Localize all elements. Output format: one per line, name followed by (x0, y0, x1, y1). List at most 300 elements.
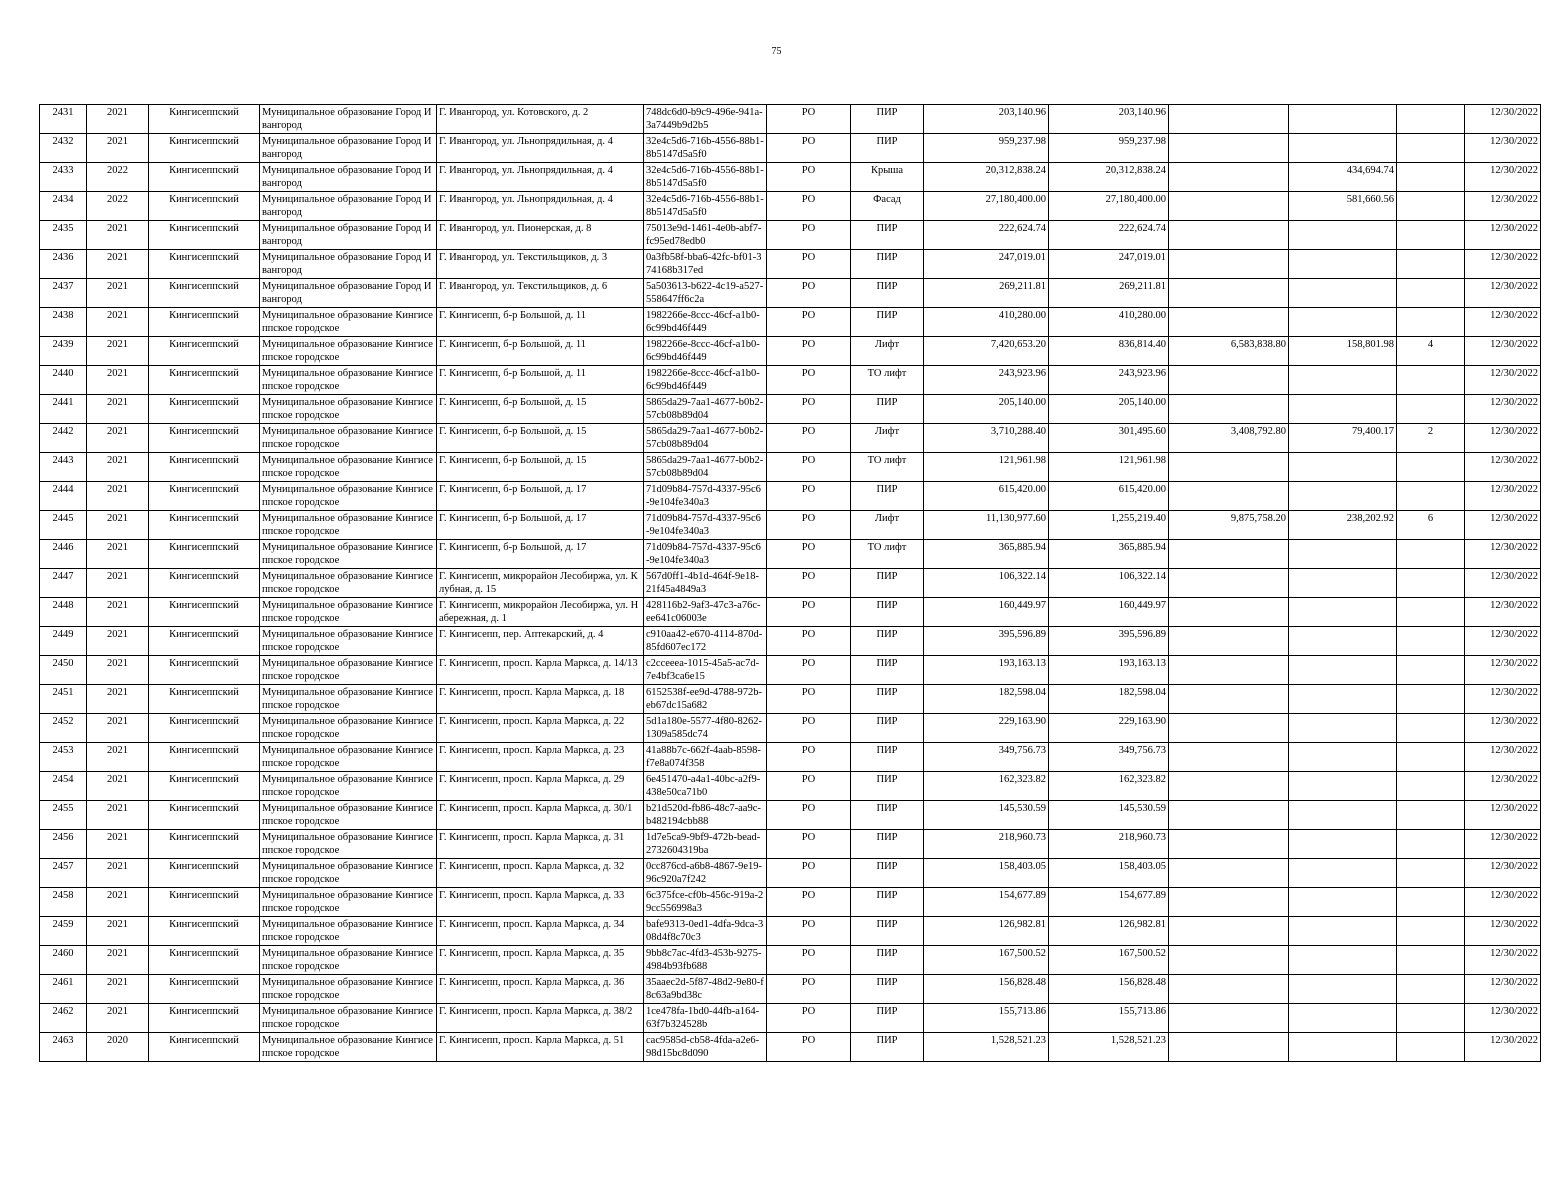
cell-year: 2021 (87, 743, 149, 772)
cell-guid: 1ce478fa-1bd0-44fb-a164-63f7b324528b (644, 1004, 767, 1033)
cell-year: 2021 (87, 685, 149, 714)
cell-year: 2021 (87, 395, 149, 424)
cell-district: Кингисеппский (149, 540, 260, 569)
cell-address: Г. Кингисепп, б-р Большой, д. 17 (437, 540, 644, 569)
cell-address: Г. Кингисепп, просп. Карла Маркса, д. 31 (437, 830, 644, 859)
cell-number: 2432 (40, 134, 87, 163)
table-row (40, 859, 1541, 888)
cell-extra-cost (1289, 221, 1397, 250)
cell-work-type: ТО лифт (851, 453, 924, 482)
cell-fund-cost: 145,530.59 (1049, 801, 1169, 830)
cell-total-cost: 3,710,288.40 (924, 424, 1049, 453)
cell-address: Г. Ивангород, ул. Пионерская, д. 8 (437, 221, 644, 250)
cell-address: Г. Ивангород, ул. Льнопрядильная, д. 4 (437, 192, 644, 221)
table-row (40, 163, 1541, 192)
cell-total-cost: 1,528,521.23 (924, 1033, 1049, 1062)
cell-total-cost: 154,677.89 (924, 888, 1049, 917)
cell-date: 12/30/2022 (1465, 801, 1541, 830)
cell-operator: РО (767, 598, 851, 627)
cell-total-cost: 205,140.00 (924, 395, 1049, 424)
cell-date: 12/30/2022 (1465, 917, 1541, 946)
cell-total-cost: 121,961.98 (924, 453, 1049, 482)
cell-district: Кингисеппский (149, 975, 260, 1004)
cell-operator: РО (767, 888, 851, 917)
cell-number: 2463 (40, 1033, 87, 1062)
cell-district: Кингисеппский (149, 366, 260, 395)
cell-number: 2435 (40, 221, 87, 250)
cell-address: Г. Кингисепп, просп. Карла Маркса, д. 14/13 (437, 656, 644, 685)
cell-guid: 6e451470-a4a1-40bc-a2f9-438e50ca71b0 (644, 772, 767, 801)
cell-other-funds (1169, 743, 1289, 772)
cell-other-funds (1169, 917, 1289, 946)
cell-address: Г. Кингисепп, б-р Большой, д. 15 (437, 424, 644, 453)
table-row (40, 1004, 1541, 1033)
cell-number: 2445 (40, 511, 87, 540)
cell-date: 12/30/2022 (1465, 250, 1541, 279)
cell-year: 2021 (87, 511, 149, 540)
cell-year: 2021 (87, 801, 149, 830)
cell-guid: cac9585d-cb58-4fda-a2e6-98d15bc8d090 (644, 1033, 767, 1062)
cell-district: Кингисеппский (149, 859, 260, 888)
cell-total-cost: 27,180,400.00 (924, 192, 1049, 221)
cell-quantity (1397, 1004, 1465, 1033)
cell-operator: РО (767, 337, 851, 366)
cell-operator: РО (767, 308, 851, 337)
cell-guid: 5a503613-b622-4c19-a527-558647ff6c2a (644, 279, 767, 308)
cell-work-type: ПИР (851, 772, 924, 801)
cell-district: Кингисеппский (149, 453, 260, 482)
cell-other-funds (1169, 656, 1289, 685)
cell-year: 2021 (87, 134, 149, 163)
cell-municipality: Муниципальное образование Кингисеппское городское (260, 424, 437, 453)
cell-other-funds (1169, 598, 1289, 627)
cell-quantity (1397, 569, 1465, 598)
cell-address: Г. Кингисепп, пер. Аптекарский, д. 4 (437, 627, 644, 656)
cell-guid: 0cc876cd-a6b8-4867-9e19-96c920a7f242 (644, 859, 767, 888)
cell-municipality: Муниципальное образование Кингисеппское городское (260, 453, 437, 482)
cell-number: 2433 (40, 163, 87, 192)
cell-address: Г. Кингисепп, б-р Большой, д. 17 (437, 482, 644, 511)
cell-operator: РО (767, 366, 851, 395)
cell-year: 2021 (87, 366, 149, 395)
cell-quantity (1397, 743, 1465, 772)
cell-work-type: ПИР (851, 482, 924, 511)
cell-date: 12/30/2022 (1465, 685, 1541, 714)
cell-extra-cost (1289, 743, 1397, 772)
table-row (40, 830, 1541, 859)
table-row (40, 395, 1541, 424)
cell-year: 2021 (87, 1004, 149, 1033)
cell-address: Г. Ивангород, ул. Текстильщиков, д. 3 (437, 250, 644, 279)
cell-work-type: ПИР (851, 569, 924, 598)
cell-municipality: Муниципальное образование Кингисеппское городское (260, 714, 437, 743)
cell-fund-cost: 836,814.40 (1049, 337, 1169, 366)
cell-total-cost: 615,420.00 (924, 482, 1049, 511)
cell-operator: РО (767, 482, 851, 511)
cell-work-type: ПИР (851, 1033, 924, 1062)
cell-total-cost: 11,130,977.60 (924, 511, 1049, 540)
cell-address: Г. Кингисепп, б-р Большой, д. 15 (437, 395, 644, 424)
cell-total-cost: 155,713.86 (924, 1004, 1049, 1033)
cell-fund-cost: 959,237.98 (1049, 134, 1169, 163)
cell-work-type: ПИР (851, 830, 924, 859)
cell-municipality: Муниципальное образование Кингисеппское городское (260, 830, 437, 859)
cell-date: 12/30/2022 (1465, 453, 1541, 482)
cell-date: 12/30/2022 (1465, 1004, 1541, 1033)
cell-guid: 32e4c5d6-716b-4556-88b1-8b5147d5a5f0 (644, 192, 767, 221)
cell-quantity (1397, 598, 1465, 627)
cell-fund-cost: 121,961.98 (1049, 453, 1169, 482)
cell-work-type: ПИР (851, 656, 924, 685)
cell-quantity: 4 (1397, 337, 1465, 366)
cell-number: 2449 (40, 627, 87, 656)
table-row (40, 134, 1541, 163)
cell-municipality: Муниципальное образование Город Ивангород (260, 105, 437, 134)
cell-year: 2021 (87, 946, 149, 975)
cell-date: 12/30/2022 (1465, 656, 1541, 685)
cell-operator: РО (767, 830, 851, 859)
cell-district: Кингисеппский (149, 163, 260, 192)
cell-work-type: ПИР (851, 105, 924, 134)
cell-guid: 32e4c5d6-716b-4556-88b1-8b5147d5a5f0 (644, 134, 767, 163)
cell-work-type: Крыша (851, 163, 924, 192)
cell-fund-cost: 229,163.90 (1049, 714, 1169, 743)
cell-year: 2021 (87, 859, 149, 888)
cell-guid: c2cceeea-1015-45a5-ac7d-7e4bf3ca6e15 (644, 656, 767, 685)
cell-total-cost: 156,828.48 (924, 975, 1049, 1004)
cell-district: Кингисеппский (149, 192, 260, 221)
cell-municipality: Муниципальное образование Кингисеппское городское (260, 946, 437, 975)
table-row (40, 772, 1541, 801)
cell-operator: РО (767, 395, 851, 424)
cell-fund-cost: 349,756.73 (1049, 743, 1169, 772)
cell-year: 2021 (87, 221, 149, 250)
cell-other-funds (1169, 279, 1289, 308)
cell-date: 12/30/2022 (1465, 859, 1541, 888)
cell-guid: 1d7e5ca9-9bf9-472b-bead-2732604319ba (644, 830, 767, 859)
cell-municipality: Муниципальное образование Кингисеппское городское (260, 366, 437, 395)
cell-municipality: Муниципальное образование Кингисеппское городское (260, 801, 437, 830)
cell-number: 2434 (40, 192, 87, 221)
cell-municipality: Муниципальное образование Кингисеппское городское (260, 337, 437, 366)
cell-district: Кингисеппский (149, 830, 260, 859)
cell-guid: 428116b2-9af3-47c3-a76c-ee641c06003e (644, 598, 767, 627)
table-row (40, 482, 1541, 511)
cell-district: Кингисеппский (149, 714, 260, 743)
cell-extra-cost (1289, 1004, 1397, 1033)
cell-other-funds (1169, 569, 1289, 598)
cell-number: 2457 (40, 859, 87, 888)
cell-extra-cost (1289, 105, 1397, 134)
table-row (40, 598, 1541, 627)
cell-district: Кингисеппский (149, 511, 260, 540)
cell-municipality: Муниципальное образование Кингисеппское городское (260, 627, 437, 656)
cell-number: 2454 (40, 772, 87, 801)
cell-other-funds (1169, 395, 1289, 424)
cell-extra-cost (1289, 917, 1397, 946)
cell-fund-cost: 269,211.81 (1049, 279, 1169, 308)
cell-fund-cost: 106,322.14 (1049, 569, 1169, 598)
cell-district: Кингисеппский (149, 1004, 260, 1033)
cell-quantity (1397, 540, 1465, 569)
cell-address: Г. Кингисепп, просп. Карла Маркса, д. 33 (437, 888, 644, 917)
cell-year: 2021 (87, 656, 149, 685)
cell-municipality: Муниципальное образование Кингисеппское городское (260, 308, 437, 337)
cell-district: Кингисеппский (149, 627, 260, 656)
cell-total-cost: 193,163.13 (924, 656, 1049, 685)
cell-municipality: Муниципальное образование Кингисеппское городское (260, 511, 437, 540)
cell-quantity (1397, 134, 1465, 163)
cell-fund-cost: 160,449.97 (1049, 598, 1169, 627)
cell-quantity (1397, 163, 1465, 192)
cell-district: Кингисеппский (149, 946, 260, 975)
cell-other-funds (1169, 540, 1289, 569)
cell-extra-cost (1289, 279, 1397, 308)
cell-fund-cost: 154,677.89 (1049, 888, 1169, 917)
cell-date: 12/30/2022 (1465, 598, 1541, 627)
cell-guid: 5865da29-7aa1-4677-b0b2-57cb08b89d04 (644, 395, 767, 424)
table-row (40, 337, 1541, 366)
cell-address: Г. Кингисепп, б-р Большой, д. 15 (437, 453, 644, 482)
cell-year: 2021 (87, 888, 149, 917)
cell-other-funds (1169, 714, 1289, 743)
cell-fund-cost: 126,982.81 (1049, 917, 1169, 946)
cell-date: 12/30/2022 (1465, 395, 1541, 424)
cell-operator: РО (767, 714, 851, 743)
cell-operator: РО (767, 221, 851, 250)
cell-district: Кингисеппский (149, 743, 260, 772)
cell-quantity (1397, 395, 1465, 424)
cell-extra-cost (1289, 801, 1397, 830)
cell-total-cost: 222,624.74 (924, 221, 1049, 250)
cell-total-cost: 395,596.89 (924, 627, 1049, 656)
cell-address: Г. Кингисепп, просп. Карла Маркса, д. 23 (437, 743, 644, 772)
cell-total-cost: 145,530.59 (924, 801, 1049, 830)
cell-address: Г. Кингисепп, просп. Карла Маркса, д. 22 (437, 714, 644, 743)
cell-date: 12/30/2022 (1465, 366, 1541, 395)
cell-municipality: Муниципальное образование Кингисеппское городское (260, 1033, 437, 1062)
cell-municipality: Муниципальное образование Кингисеппское городское (260, 772, 437, 801)
cell-extra-cost: 581,660.56 (1289, 192, 1397, 221)
table-row (40, 424, 1541, 453)
cell-operator: РО (767, 192, 851, 221)
table-row (40, 1033, 1541, 1062)
cell-date: 12/30/2022 (1465, 221, 1541, 250)
cell-district: Кингисеппский (149, 221, 260, 250)
cell-work-type: ПИР (851, 250, 924, 279)
cell-address: Г. Ивангород, ул. Котовского, д. 2 (437, 105, 644, 134)
cell-date: 12/30/2022 (1465, 743, 1541, 772)
table-row (40, 366, 1541, 395)
cell-quantity (1397, 366, 1465, 395)
cell-work-type: ПИР (851, 917, 924, 946)
cell-other-funds (1169, 801, 1289, 830)
cell-address: Г. Кингисепп, просп. Карла Маркса, д. 36 (437, 975, 644, 1004)
cell-extra-cost: 434,694.74 (1289, 163, 1397, 192)
cell-fund-cost: 182,598.04 (1049, 685, 1169, 714)
cell-work-type: Лифт (851, 337, 924, 366)
cell-guid: 748dc6d0-b9c9-496e-941a-3a7449b9d2b5 (644, 105, 767, 134)
cell-work-type: ПИР (851, 685, 924, 714)
cell-total-cost: 160,449.97 (924, 598, 1049, 627)
cell-year: 2021 (87, 482, 149, 511)
cell-guid: 1982266e-8ccc-46cf-a1b0-6c99bd46f449 (644, 337, 767, 366)
cell-operator: РО (767, 772, 851, 801)
table-row (40, 685, 1541, 714)
cell-extra-cost (1289, 859, 1397, 888)
cell-fund-cost: 205,140.00 (1049, 395, 1169, 424)
cell-total-cost: 218,960.73 (924, 830, 1049, 859)
cell-operator: РО (767, 250, 851, 279)
cell-total-cost: 269,211.81 (924, 279, 1049, 308)
cell-operator: РО (767, 163, 851, 192)
cell-guid: 41a88b7c-662f-4aab-8598-f7e8a074f358 (644, 743, 767, 772)
cell-year: 2021 (87, 714, 149, 743)
cell-operator: РО (767, 743, 851, 772)
cell-quantity (1397, 888, 1465, 917)
cell-municipality: Муниципальное образование Кингисеппское городское (260, 888, 437, 917)
cell-number: 2456 (40, 830, 87, 859)
cell-year: 2021 (87, 772, 149, 801)
cell-total-cost: 959,237.98 (924, 134, 1049, 163)
table-row (40, 917, 1541, 946)
cell-address: Г. Кингисепп, просп. Карла Маркса, д. 18 (437, 685, 644, 714)
cell-municipality: Муниципальное образование Кингисеппское городское (260, 685, 437, 714)
cell-fund-cost: 615,420.00 (1049, 482, 1169, 511)
cell-total-cost: 365,885.94 (924, 540, 1049, 569)
cell-other-funds (1169, 1004, 1289, 1033)
cell-operator: РО (767, 917, 851, 946)
cell-fund-cost: 1,528,521.23 (1049, 1033, 1169, 1062)
cell-work-type: ПИР (851, 308, 924, 337)
cell-number: 2444 (40, 482, 87, 511)
cell-quantity (1397, 714, 1465, 743)
cell-work-type: ПИР (851, 279, 924, 308)
cell-work-type: ПИР (851, 134, 924, 163)
table-row (40, 801, 1541, 830)
cell-year: 2022 (87, 163, 149, 192)
cell-work-type: ПИР (851, 714, 924, 743)
cell-district: Кингисеппский (149, 772, 260, 801)
cell-year: 2021 (87, 279, 149, 308)
table-row (40, 279, 1541, 308)
cell-guid: 71d09b84-757d-4337-95c6-9e104fe340a3 (644, 511, 767, 540)
cell-number: 2443 (40, 453, 87, 482)
cell-date: 12/30/2022 (1465, 511, 1541, 540)
cell-work-type: ПИР (851, 801, 924, 830)
cell-district: Кингисеппский (149, 308, 260, 337)
cell-guid: 1982266e-8ccc-46cf-a1b0-6c99bd46f449 (644, 308, 767, 337)
table-row (40, 192, 1541, 221)
cell-total-cost: 158,403.05 (924, 859, 1049, 888)
cell-district: Кингисеппский (149, 105, 260, 134)
cell-work-type: ПИР (851, 743, 924, 772)
cell-fund-cost: 365,885.94 (1049, 540, 1169, 569)
cell-operator: РО (767, 424, 851, 453)
cell-operator: РО (767, 1004, 851, 1033)
cell-municipality: Муниципальное образование Кингисеппское городское (260, 743, 437, 772)
cell-number: 2437 (40, 279, 87, 308)
cell-fund-cost: 247,019.01 (1049, 250, 1169, 279)
cell-address: Г. Кингисепп, просп. Карла Маркса, д. 32 (437, 859, 644, 888)
cell-other-funds (1169, 772, 1289, 801)
cell-fund-cost: 193,163.13 (1049, 656, 1169, 685)
table-body (40, 105, 1541, 1062)
table-row (40, 250, 1541, 279)
cell-extra-cost: 158,801.98 (1289, 337, 1397, 366)
cell-quantity (1397, 801, 1465, 830)
cell-district: Кингисеппский (149, 1033, 260, 1062)
cell-year: 2021 (87, 917, 149, 946)
cell-total-cost: 162,323.82 (924, 772, 1049, 801)
cell-guid: 75013e9d-1461-4e0b-abf7-fc95ed78edb0 (644, 221, 767, 250)
table-row (40, 308, 1541, 337)
cell-other-funds (1169, 946, 1289, 975)
cell-address: Г. Кингисепп, просп. Карла Маркса, д. 38/2 (437, 1004, 644, 1033)
cell-other-funds: 6,583,838.80 (1169, 337, 1289, 366)
cell-municipality: Муниципальное образование Кингисеппское городское (260, 859, 437, 888)
cell-quantity (1397, 279, 1465, 308)
cell-municipality: Муниципальное образование Кингисеппское городское (260, 598, 437, 627)
cell-total-cost: 229,163.90 (924, 714, 1049, 743)
cell-work-type: ПИР (851, 1004, 924, 1033)
cell-total-cost: 20,312,838.24 (924, 163, 1049, 192)
cell-municipality: Муниципальное образование Город Ивангород (260, 250, 437, 279)
cell-district: Кингисеппский (149, 424, 260, 453)
cell-other-funds (1169, 975, 1289, 1004)
cell-quantity (1397, 1033, 1465, 1062)
cell-date: 12/30/2022 (1465, 540, 1541, 569)
cell-extra-cost (1289, 482, 1397, 511)
cell-guid: 9bb8c7ac-4fd3-453b-9275-4984b93fb688 (644, 946, 767, 975)
cell-extra-cost (1289, 250, 1397, 279)
cell-district: Кингисеппский (149, 685, 260, 714)
cell-municipality: Муниципальное образование Город Ивангород (260, 221, 437, 250)
cell-district: Кингисеппский (149, 598, 260, 627)
cell-number: 2458 (40, 888, 87, 917)
cell-work-type: ТО лифт (851, 540, 924, 569)
cell-total-cost: 7,420,653.20 (924, 337, 1049, 366)
cell-quantity (1397, 308, 1465, 337)
cell-operator: РО (767, 685, 851, 714)
cell-operator: РО (767, 627, 851, 656)
cell-quantity (1397, 656, 1465, 685)
cell-quantity (1397, 859, 1465, 888)
cell-year: 2021 (87, 569, 149, 598)
cell-other-funds (1169, 627, 1289, 656)
cell-operator: РО (767, 859, 851, 888)
cell-guid: 71d09b84-757d-4337-95c6-9e104fe340a3 (644, 540, 767, 569)
cell-fund-cost: 395,596.89 (1049, 627, 1169, 656)
page-number: 75 (771, 46, 782, 57)
cell-year: 2021 (87, 975, 149, 1004)
cell-operator: РО (767, 540, 851, 569)
cell-guid: 6c375fce-cf0b-456c-919a-29cc556998a3 (644, 888, 767, 917)
cell-extra-cost: 238,202.92 (1289, 511, 1397, 540)
cell-district: Кингисеппский (149, 250, 260, 279)
cell-municipality: Муниципальное образование Кингисеппское городское (260, 975, 437, 1004)
table-row (40, 569, 1541, 598)
cell-other-funds (1169, 859, 1289, 888)
cell-work-type: ПИР (851, 221, 924, 250)
cell-number: 2447 (40, 569, 87, 598)
cell-work-type: Фасад (851, 192, 924, 221)
cell-date: 12/30/2022 (1465, 569, 1541, 598)
cell-year: 2021 (87, 540, 149, 569)
cell-district: Кингисеппский (149, 656, 260, 685)
table-row (40, 946, 1541, 975)
cell-operator: РО (767, 569, 851, 598)
